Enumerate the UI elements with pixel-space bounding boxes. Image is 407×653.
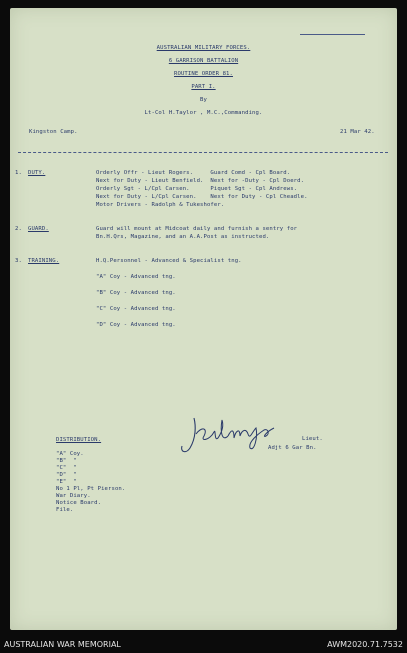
section-line: Next for Duty - L/Cpl Carsen. Next for Duty - Cpl Cheadle. [96, 194, 308, 200]
distribution-item: File. [56, 507, 74, 513]
distribution-item: War Diary. [56, 493, 91, 499]
separator-line [18, 152, 388, 153]
section-title: DUTY. [28, 170, 46, 176]
distribution-item: No 1 Pl, Pt Pierson. [56, 486, 126, 492]
distribution-heading: DISTRIBUTION. [56, 437, 102, 443]
signatory-title: Adjt 6 Gar Bn. [268, 445, 317, 451]
section-number: 3. [15, 258, 22, 264]
place-line: Kingston Camp. [29, 129, 78, 135]
part-heading: PART I. [191, 84, 216, 90]
section-line: "A" Coy - Advanced tng. [96, 274, 176, 280]
distribution-item: "C" " [56, 465, 77, 471]
section-line: Bn.H.Qrs, Magazine, and an A.A.Post as instructed. [96, 234, 270, 240]
section-line: Guard will mount at Midcoat daily and furnish a sentry for [96, 226, 298, 232]
section-line: H.Q.Personnel - Advanced & Specialist tng. [96, 258, 242, 264]
section-line: "B" Coy - Advanced tng. [96, 290, 176, 296]
section-number: 1. [15, 170, 22, 176]
by-line: By [200, 97, 207, 103]
distribution-item: Notice Board. [56, 500, 102, 506]
unit-heading: AUSTRALIAN MILITARY FORCES. [156, 45, 251, 51]
signatory-rank: Lieut. [302, 436, 323, 442]
distribution-item: "E" " [56, 479, 77, 485]
section-title: GUARD. [28, 226, 49, 232]
section-line: Orderly Sgt - L/Cpl Carsen. Piquet Sgt - Cpl Andrews. [96, 186, 298, 192]
footer-institution: AUSTRALIAN WAR MEMORIAL [4, 640, 121, 649]
distribution-item: "A" Coy. [56, 451, 84, 457]
section-line: Next for Duty - Lieut Benfield. Next for -Duty - Cpl Doerd. [96, 178, 305, 184]
section-line: "D" Coy - Advanced tng. [96, 322, 176, 328]
order-heading: ROUTINE ORDER 81. [174, 71, 233, 77]
header-rule [300, 34, 365, 35]
distribution-item: "B" " [56, 458, 77, 464]
section-number: 2. [15, 226, 22, 232]
document-page [10, 8, 397, 630]
date-line: 21 Mar 42. [340, 129, 375, 135]
battalion-heading: 6 GARRISON BATTALION [168, 58, 239, 64]
section-line: "C" Coy - Advanced tng. [96, 306, 176, 312]
section-title: TRAINING. [28, 258, 60, 264]
commander-line: Lt-Col H.Taylor , M.C.,Commanding. [144, 110, 263, 116]
footer-catalogue-id: AWM2020.71.7532 [327, 640, 403, 649]
section-line: Motor Drivers - Radolph & Tukeshofer. [96, 202, 225, 208]
archive-footer [0, 636, 407, 653]
section-line: Orderly Offr - Lieut Rogers. Guard Comd - Cpl Board. [96, 170, 291, 176]
signature-image [178, 412, 278, 458]
distribution-item: "D" " [56, 472, 77, 478]
